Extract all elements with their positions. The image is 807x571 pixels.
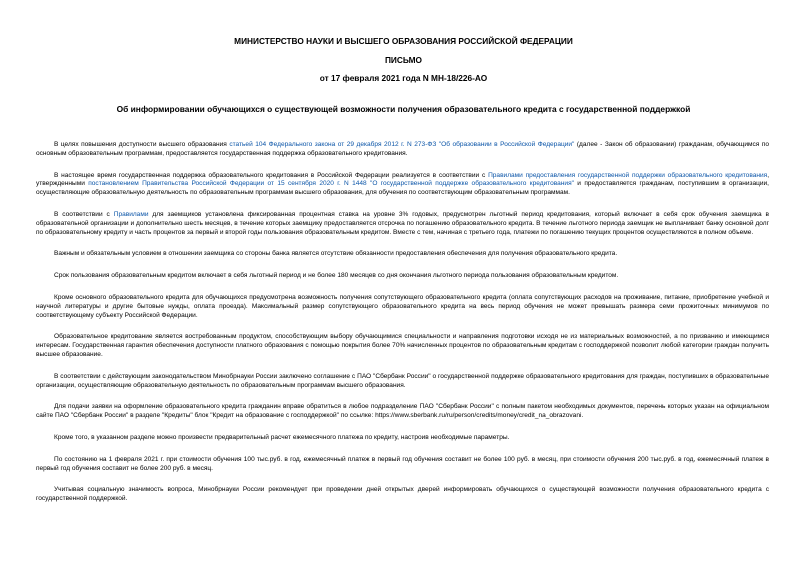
text-run: В настоящее время государственная поддержка образовательного кредитования в Российской Федерации реализуется в соответствии с [54, 171, 489, 179]
paragraph-5: Срок пользования образовательным кредитом включает в себя льготный период и не более 180 месяцев со дня окончания льготного периода пользования образовательным кредитом. [54, 272, 619, 280]
letter-body [36, 141, 769, 517]
document-date-number: от 17 февраля 2021 года N МН-18/226-АО [319, 73, 488, 83]
paragraph-3 [36, 211, 769, 237]
paragraph-6: Кроме основного образовательного кредита для обучающихся предусмотрена возможность получения сопутствующего образовательного кредита (оплата сопутствующих расходов на проживание, питание, приобретение учебной и научной литературы и другие бытовые нужды, оплата проезда). Максимальный размер сопутствующего образовательного кредита на весь период обучения не может превышать размера семи прожиточных минимумов по соответствующему субъекту Российской Федерации. [36, 293, 769, 319]
paragraph-7: Образовательное кредитование является востребованным продуктом, способствующим выбору обучающимися специальности и направления подготовки исходя не из материальных возможностей, а по призванию и имеющимся интересам. Государственная гарантия обеспечения доступности платного образования с помощью покрытия более 70% начисленных процентов по образовательным кредитам с господдержкой позволит любой категории граждан получить высшее образование. [36, 333, 769, 358]
text-run: и предоставляется гражданам, поступившим в организации, осуществляющие образовательную деятельность по образовательным программам высшего образования, для обучения по соответствующим образовательным программам. [36, 180, 770, 197]
text-run: В целях повышения доступности высшего образования [54, 141, 230, 148]
text-run: (далее - Закон об образовании) гражданам, обучающимся по основным образовательным программам, предоставляется государственная поддержка образовательного кредитования. [36, 141, 769, 157]
law-article-link[interactable]: статьей 104 Федерального закона от 29 декабря 2012 г. N 273-ФЗ "Об образовании в Российской Федерации" [229, 141, 575, 148]
document-type: ПИСЬМО [384, 55, 423, 65]
text-run: , утвержденными [36, 171, 770, 188]
paragraph-10: Кроме того, в указанном разделе можно произвести предварительный расчет ежемесячного платежа по кредиту, настроив необходимые параметры. [54, 433, 510, 441]
government-decree-link[interactable]: постановлением Правительства Российской Федерации от 15 сентября 2020 г. N 1448 "О государственной поддержке образовательного кредитования" [88, 180, 574, 188]
paragraph-12: Учитывая социальную значимость вопроса, Минобрнауки России рекомендует при проведении дней открытых дверей информировать обучающихся о существующей возможности получения образовательного кредита с государственной поддержкой. [36, 486, 769, 503]
text-run: В соответствии с [54, 210, 114, 218]
paragraph-8: В соответствии с действующим законодательством Минобрнауки России заключено соглашение с ПАО "Сбербанк России" о государственной поддержке образовательного кредитования для граждан, поступивших в образовательные организации, осуществляющие образовательную деятельность по образовательным программам высшего образования. [36, 372, 769, 389]
paragraph-2 [36, 172, 769, 198]
paragraph-11: По состоянию на 1 февраля 2021 г. при стоимости обучения 100 тыс.руб. в год, ежемесячный платеж в первый год обучения составит не более 100 руб. в месяц, при стоимости обучения 200 тыс.руб. в год, ежемесячный платеж в первый год обучения составит не более 200 руб. в месяц. [36, 455, 769, 472]
rules-short-link[interactable]: Правилами [113, 210, 149, 218]
paragraph-4: Важным и обязательным условием в отношении заемщика со стороны банка является отсутствие обязанности предоставления обеспечения для получения образовательного кредита. [54, 250, 618, 258]
rules-link[interactable]: Правилами предоставления государственной поддержки образовательного кредитования [488, 171, 768, 179]
document-subject: Об информировании обучающихся о существующей возможности получения образовательного кредита с государственной поддержкой [116, 104, 691, 114]
paragraph-1 [36, 141, 769, 159]
ministry-title: МИНИСТЕРСТВО НАУКИ И ВЫСШЕГО ОБРАЗОВАНИЯ РОССИЙСКОЙ ФЕДЕРАЦИИ [234, 36, 573, 46]
text-run: для заемщиков установлена фиксированная процентная ставка на уровне 3% годовых, предусмотрен льготный период кредитования, который включает в себя срок обучения заемщика в образовательной организации и дополнительно шесть месяцев, в течение которых заемщику предоставляется отсрочка по погашению образовательного кредита. В течение льготного периода заемщик не выплачивает банку основной долг по образовательному кредиту и часть процентов за первый и второй годы пользования образовательным кредитом. Вместе с тем, начиная с третьего года, платежи по погашению текущих процентов осуществляются в полном объеме. [36, 210, 769, 236]
paragraph-9: Для подачи заявки на оформление образовательного кредита гражданин вправе обратиться в любое подразделение ПАО "Сбербанк России" с полным пакетом необходимых документов, перечень которых указан на официальном сайте ПАО "Сбербанк России" в разделе "Кредиты" блок "Кредит на образование с господдержкой" по ссылке: https://www.sberbank.ru/ru/person/credits/money/credit_na_obrazovani. [36, 403, 769, 420]
